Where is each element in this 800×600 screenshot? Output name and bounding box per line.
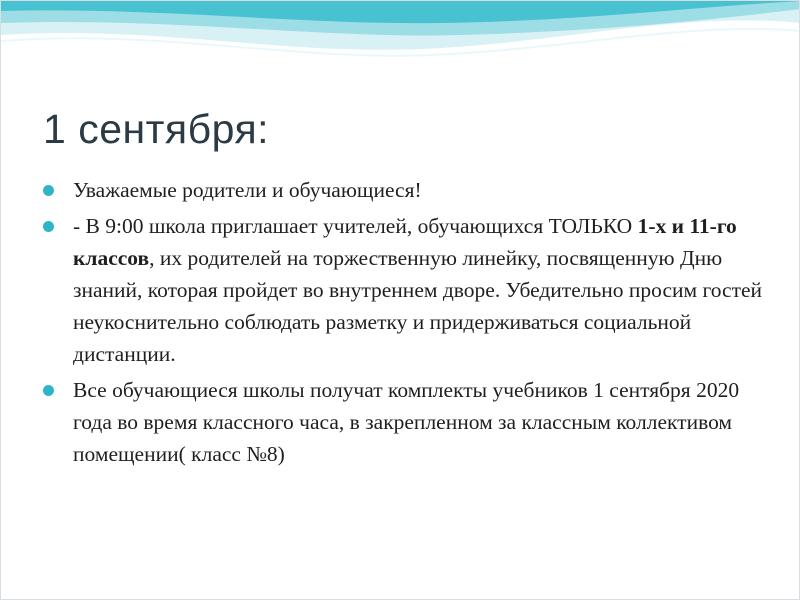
bullet-item-ceremony (43, 210, 763, 370)
slide-title: 1 сентября: (43, 106, 270, 152)
bullet-text-after: , их родителей на торжественную линейку, посвященную Дню знаний, которая пройдет во внутреннем дворе. Убедительно просим гостей неукоснительно соблюдать разметку и придерживаться социальной дистанции. (73, 246, 763, 366)
bullet-dot-icon (43, 221, 54, 232)
bullet-list (43, 174, 763, 474)
bullet-text-before: - В 9:00 школа приглашает учителей, обучающихся ТОЛЬКО (73, 214, 638, 238)
bullet-text: Все обучающиеся школы получат комплекты учебников 1 сентября 2020 года во время классного часа, в закрепленном за классным коллективом помещении( класс №8) (73, 378, 740, 466)
bullet-dot-icon (43, 185, 54, 196)
bullet-text-bold: 1-х и 11-го классов (73, 214, 737, 270)
wave-decoration (1, 1, 800, 81)
bullet-text: Уважаемые родители и обучающиеся! (73, 178, 422, 202)
bullet-item-textbooks (43, 374, 763, 470)
bullet-text (73, 214, 762, 366)
bullet-item-greeting (43, 174, 763, 206)
bullet-dot-icon (43, 385, 54, 396)
